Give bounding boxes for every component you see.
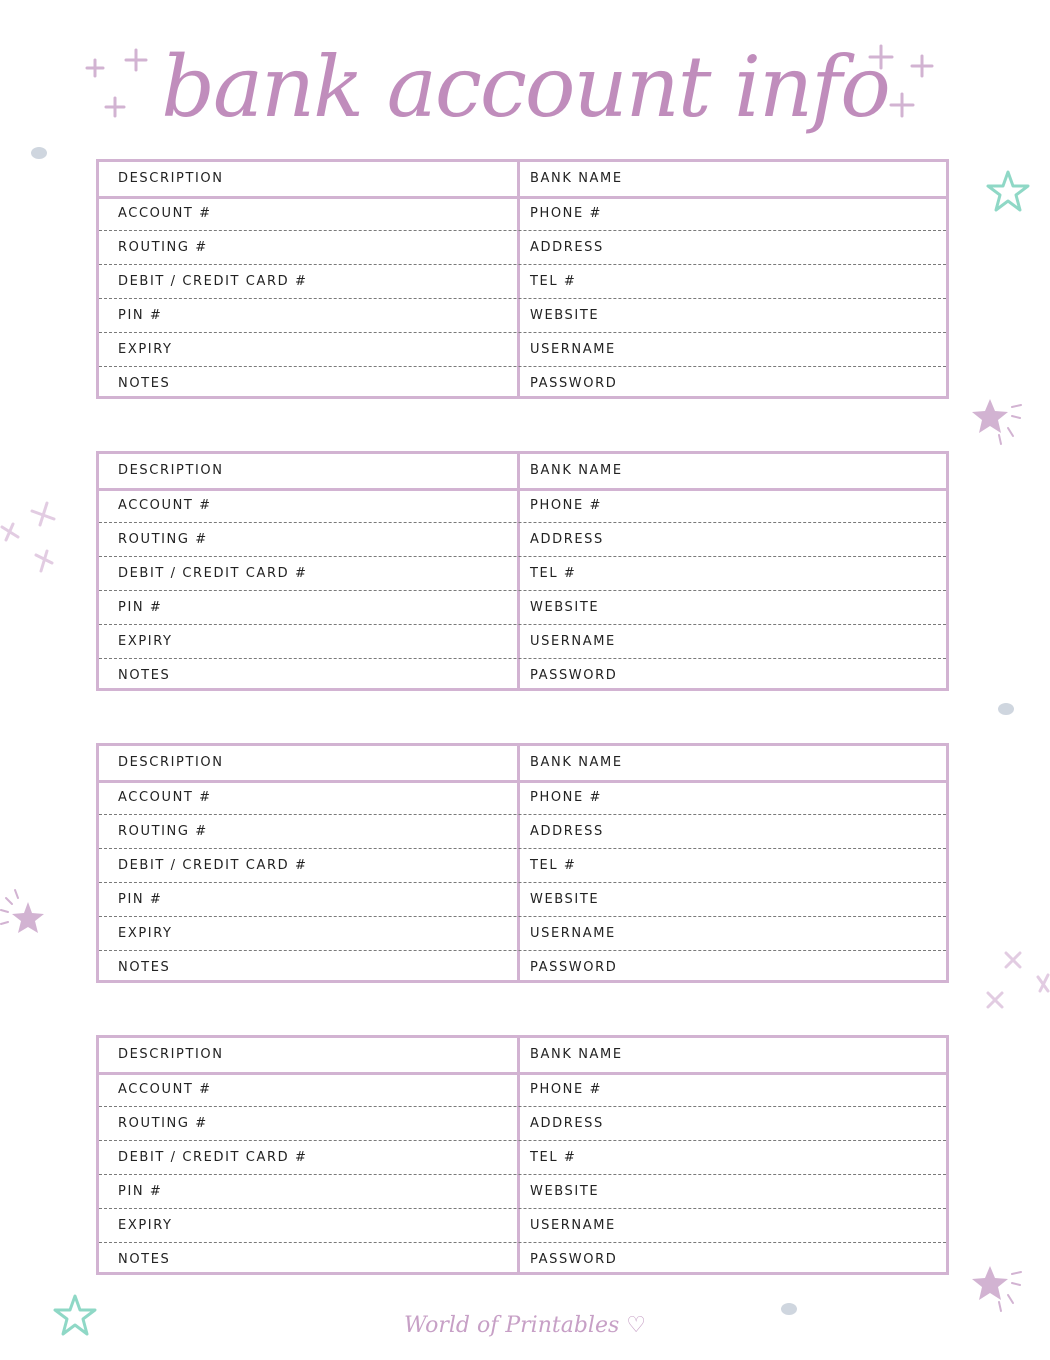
field-label: NOTES: [118, 376, 171, 391]
field-row[interactable]: [99, 1243, 946, 1277]
field-label: PASSWORD: [530, 376, 618, 391]
field-row[interactable]: [99, 883, 946, 917]
field-label: PIN #: [118, 892, 163, 907]
field-label: ACCOUNT #: [118, 1082, 212, 1097]
field-label: DESCRIPTION: [118, 463, 224, 478]
star-outline-icon: [985, 168, 1031, 214]
field-label: DEBIT / CREDIT CARD #: [118, 274, 308, 289]
field-label: USERNAME: [530, 342, 616, 357]
field-label: PIN #: [118, 1184, 163, 1199]
sparkle-cluster-icon: [0, 495, 70, 585]
field-label: EXPIRY: [118, 926, 173, 941]
field-label: DESCRIPTION: [118, 171, 224, 186]
field-label: DESCRIPTION: [118, 1047, 224, 1062]
field-row[interactable]: [99, 333, 946, 367]
field-label: PHONE #: [530, 790, 603, 805]
field-row[interactable]: [99, 1107, 946, 1141]
field-row[interactable]: [99, 1141, 946, 1175]
heart-icon: ♡: [626, 1313, 647, 1338]
page-title: bank account info: [161, 38, 889, 136]
card-header-row: [99, 746, 946, 783]
field-label: PIN #: [118, 600, 163, 615]
field-row[interactable]: [99, 781, 946, 815]
field-label: DEBIT / CREDIT CARD #: [118, 1150, 308, 1165]
field-row[interactable]: [99, 1073, 946, 1107]
field-label: NOTES: [118, 960, 171, 975]
field-label: DESCRIPTION: [118, 755, 224, 770]
field-row[interactable]: [99, 625, 946, 659]
field-label: PASSWORD: [530, 668, 618, 683]
field-label: PIN #: [118, 308, 163, 323]
brand-logo: [0, 1313, 1050, 1338]
account-card: [96, 1035, 949, 1275]
brand-name: World of Printables: [403, 1313, 620, 1338]
field-row[interactable]: [99, 1175, 946, 1209]
sparkle-cluster-icon: [860, 40, 940, 120]
field-label: BANK NAME: [530, 463, 623, 478]
dot-icon: [30, 146, 48, 160]
field-label: USERNAME: [530, 634, 616, 649]
account-card: [96, 159, 949, 399]
shooting-star-icon: [968, 1262, 1028, 1317]
sparkle-cluster-icon: [80, 40, 160, 120]
field-label: WEBSITE: [530, 600, 600, 615]
field-label: ACCOUNT #: [118, 498, 212, 513]
field-row[interactable]: [99, 231, 946, 265]
card-header-row: [99, 162, 946, 199]
field-label: ACCOUNT #: [118, 790, 212, 805]
field-label: BANK NAME: [530, 1047, 623, 1062]
field-label: ROUTING #: [118, 824, 208, 839]
field-label: TEL #: [530, 1150, 577, 1165]
account-card: [96, 451, 949, 691]
field-label: ADDRESS: [530, 824, 604, 839]
field-row[interactable]: [99, 557, 946, 591]
field-label: PASSWORD: [530, 960, 618, 975]
field-label: ROUTING #: [118, 1116, 208, 1131]
field-label: TEL #: [530, 858, 577, 873]
field-row[interactable]: [99, 197, 946, 231]
dot-icon: [997, 702, 1015, 716]
field-row[interactable]: [99, 659, 946, 693]
field-label: WEBSITE: [530, 1184, 600, 1199]
account-card: [96, 743, 949, 983]
field-label: ADDRESS: [530, 532, 604, 547]
field-label: PASSWORD: [530, 1252, 618, 1267]
field-label: TEL #: [530, 274, 577, 289]
field-row[interactable]: [99, 299, 946, 333]
field-label: NOTES: [118, 668, 171, 683]
field-label: PHONE #: [530, 206, 603, 221]
field-label: DEBIT / CREDIT CARD #: [118, 566, 308, 581]
field-label: ACCOUNT #: [118, 206, 212, 221]
field-row[interactable]: [99, 1209, 946, 1243]
field-label: WEBSITE: [530, 308, 600, 323]
field-row[interactable]: [99, 815, 946, 849]
field-label: EXPIRY: [118, 1218, 173, 1233]
field-label: EXPIRY: [118, 342, 173, 357]
field-row[interactable]: [99, 917, 946, 951]
shooting-star-icon: [0, 886, 50, 946]
sparkle-cluster-icon: [980, 945, 1050, 1015]
field-label: EXPIRY: [118, 634, 173, 649]
field-label: PHONE #: [530, 1082, 603, 1097]
field-label: PHONE #: [530, 498, 603, 513]
field-row[interactable]: [99, 591, 946, 625]
field-row[interactable]: [99, 951, 946, 985]
field-row[interactable]: [99, 849, 946, 883]
card-header-row: [99, 1038, 946, 1075]
field-label: USERNAME: [530, 926, 616, 941]
field-label: ADDRESS: [530, 240, 604, 255]
field-label: WEBSITE: [530, 892, 600, 907]
field-row[interactable]: [99, 265, 946, 299]
field-row[interactable]: [99, 489, 946, 523]
field-row[interactable]: [99, 523, 946, 557]
field-label: ROUTING #: [118, 240, 208, 255]
field-label: DEBIT / CREDIT CARD #: [118, 858, 308, 873]
field-label: USERNAME: [530, 1218, 616, 1233]
shooting-star-icon: [968, 395, 1028, 450]
field-label: BANK NAME: [530, 171, 623, 186]
field-label: ADDRESS: [530, 1116, 604, 1131]
card-header-row: [99, 454, 946, 491]
field-label: TEL #: [530, 566, 577, 581]
field-row[interactable]: [99, 367, 946, 401]
field-label: ROUTING #: [118, 532, 208, 547]
field-label: BANK NAME: [530, 755, 623, 770]
field-label: NOTES: [118, 1252, 171, 1267]
